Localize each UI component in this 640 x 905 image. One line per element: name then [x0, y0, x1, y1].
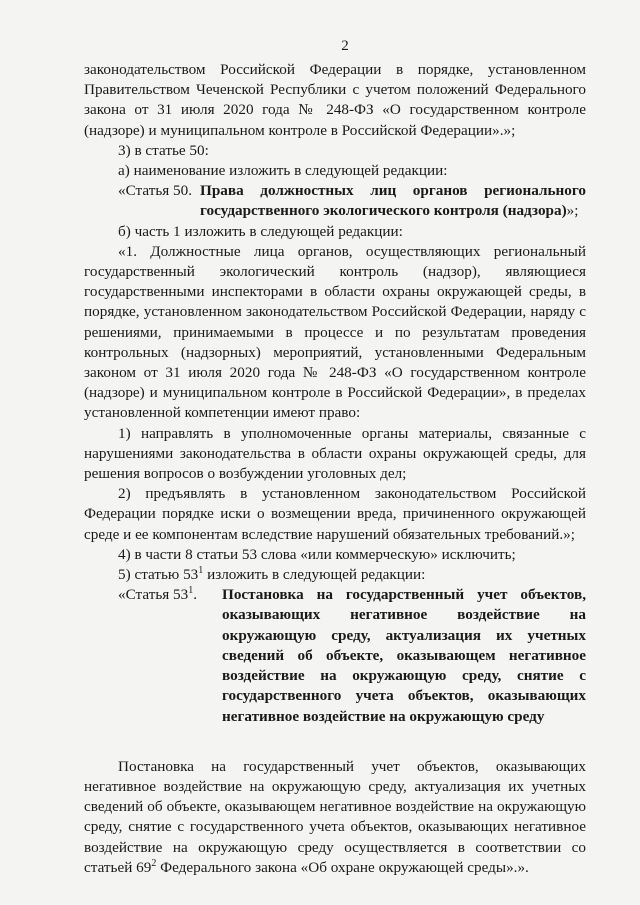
paragraph-item-3: 3) в статье 50: [118, 141, 209, 159]
article-53-1-label [84, 585, 222, 726]
article-53-1-title: Постановка на государственный учет объектов, оказывающих негативное воздействие на окружающую среду, актуализация их учетных сведений об объекте, оказывающем негативное воздействие на окружающую среду, снятие с государственного учета объектов, оказывающих негативное воздействие на окружающую среду [222, 586, 586, 725]
article-50-title: Права должностных лиц органов регионального государственного экологического контроля (надзора) [200, 182, 586, 220]
article-53-1-label-sup: 1 [188, 585, 194, 597]
paragraph-continuation: законодательством Российской Федерации в порядке, установленном Правительством Чеченской Республики с учетом положений Федерального закона от 31 июля 2020 года № 248-ФЗ «О государственном контроле (надзоре) и муниципальном контроле в Российской Федерации».»; [84, 61, 586, 139]
article-53-1-label-b: . [193, 586, 198, 604]
paragraph-right-1: 1) направлять в уполномоченные органы материалы, связанные с нарушениями законодательства в области охраны окружающей среды, для решения вопросов о возбуждении уголовных дел; [84, 424, 586, 483]
spacer [84, 727, 586, 757]
item-5-text-b: изложить в следующей редакции: [203, 566, 426, 584]
article-50-title-block [200, 181, 586, 221]
body-text-a: Постановка на государственный учет объектов, оказывающих негативное воздействие на окружающую среду, актуализация их учетных сведений об объекте, оказывающем негативное воздействие на окружающую среду, снятие с государственного учета объектов, оказывающих негативное воздействие на окружающую среду осуществляется в соответствии со статьей 69 [84, 757, 586, 876]
paragraph-part-1: «1. Должностные лица органов, осуществляющих региональный государственный экологический контроль (надзор), являющиеся государственными инспекторами в области охраны окружающей среды, в порядке, установленном законодательством Российской Федерации, наряду с решениями, принимаемыми в процессе и по результатам проведения контрольных (надзорных) мероприятий, установленными Федеральным законом от 31 июля 2020 года № 248-ФЗ «О государственном контроле (надзоре) и муниципальном контроле в Российской Федерации», в пределах установленной компетенции имеют право: [84, 242, 586, 422]
body-superscript: 2 [151, 857, 157, 869]
item-5-superscript: 1 [198, 565, 204, 577]
page-number: 2 [341, 38, 349, 54]
paragraph-right-2: 2) предъявлять в установленном законодательством Российской Федерации порядке иски о возмещении вреда, причиненного окружающей среде и ее компонентам вследствие нарушений обязательных требований.»; [84, 485, 586, 543]
paragraph-item-5 [84, 565, 586, 585]
paragraph-article-53-1-body [84, 757, 586, 878]
paragraph-subitem-b: б) часть 1 изложить в следующей редакции: [118, 222, 403, 240]
article-50-label: «Статья 50. [118, 182, 193, 200]
item-5-text-a: 5) статью 53 [118, 566, 199, 584]
article-53-1-label-a: «Статья 53 [118, 586, 189, 604]
article-50-suffix: »; [566, 202, 579, 220]
article-50-heading [84, 181, 586, 221]
article-53-1-heading [84, 585, 586, 726]
paragraph-item-4: 4) в части 8 статьи 53 слова «или коммерческую» исключить; [118, 545, 516, 563]
paragraph-subitem-a: а) наименование изложить в следующей редакции: [118, 162, 448, 180]
body-text-b: Федерального закона «Об охране окружающей среды».». [156, 858, 529, 876]
